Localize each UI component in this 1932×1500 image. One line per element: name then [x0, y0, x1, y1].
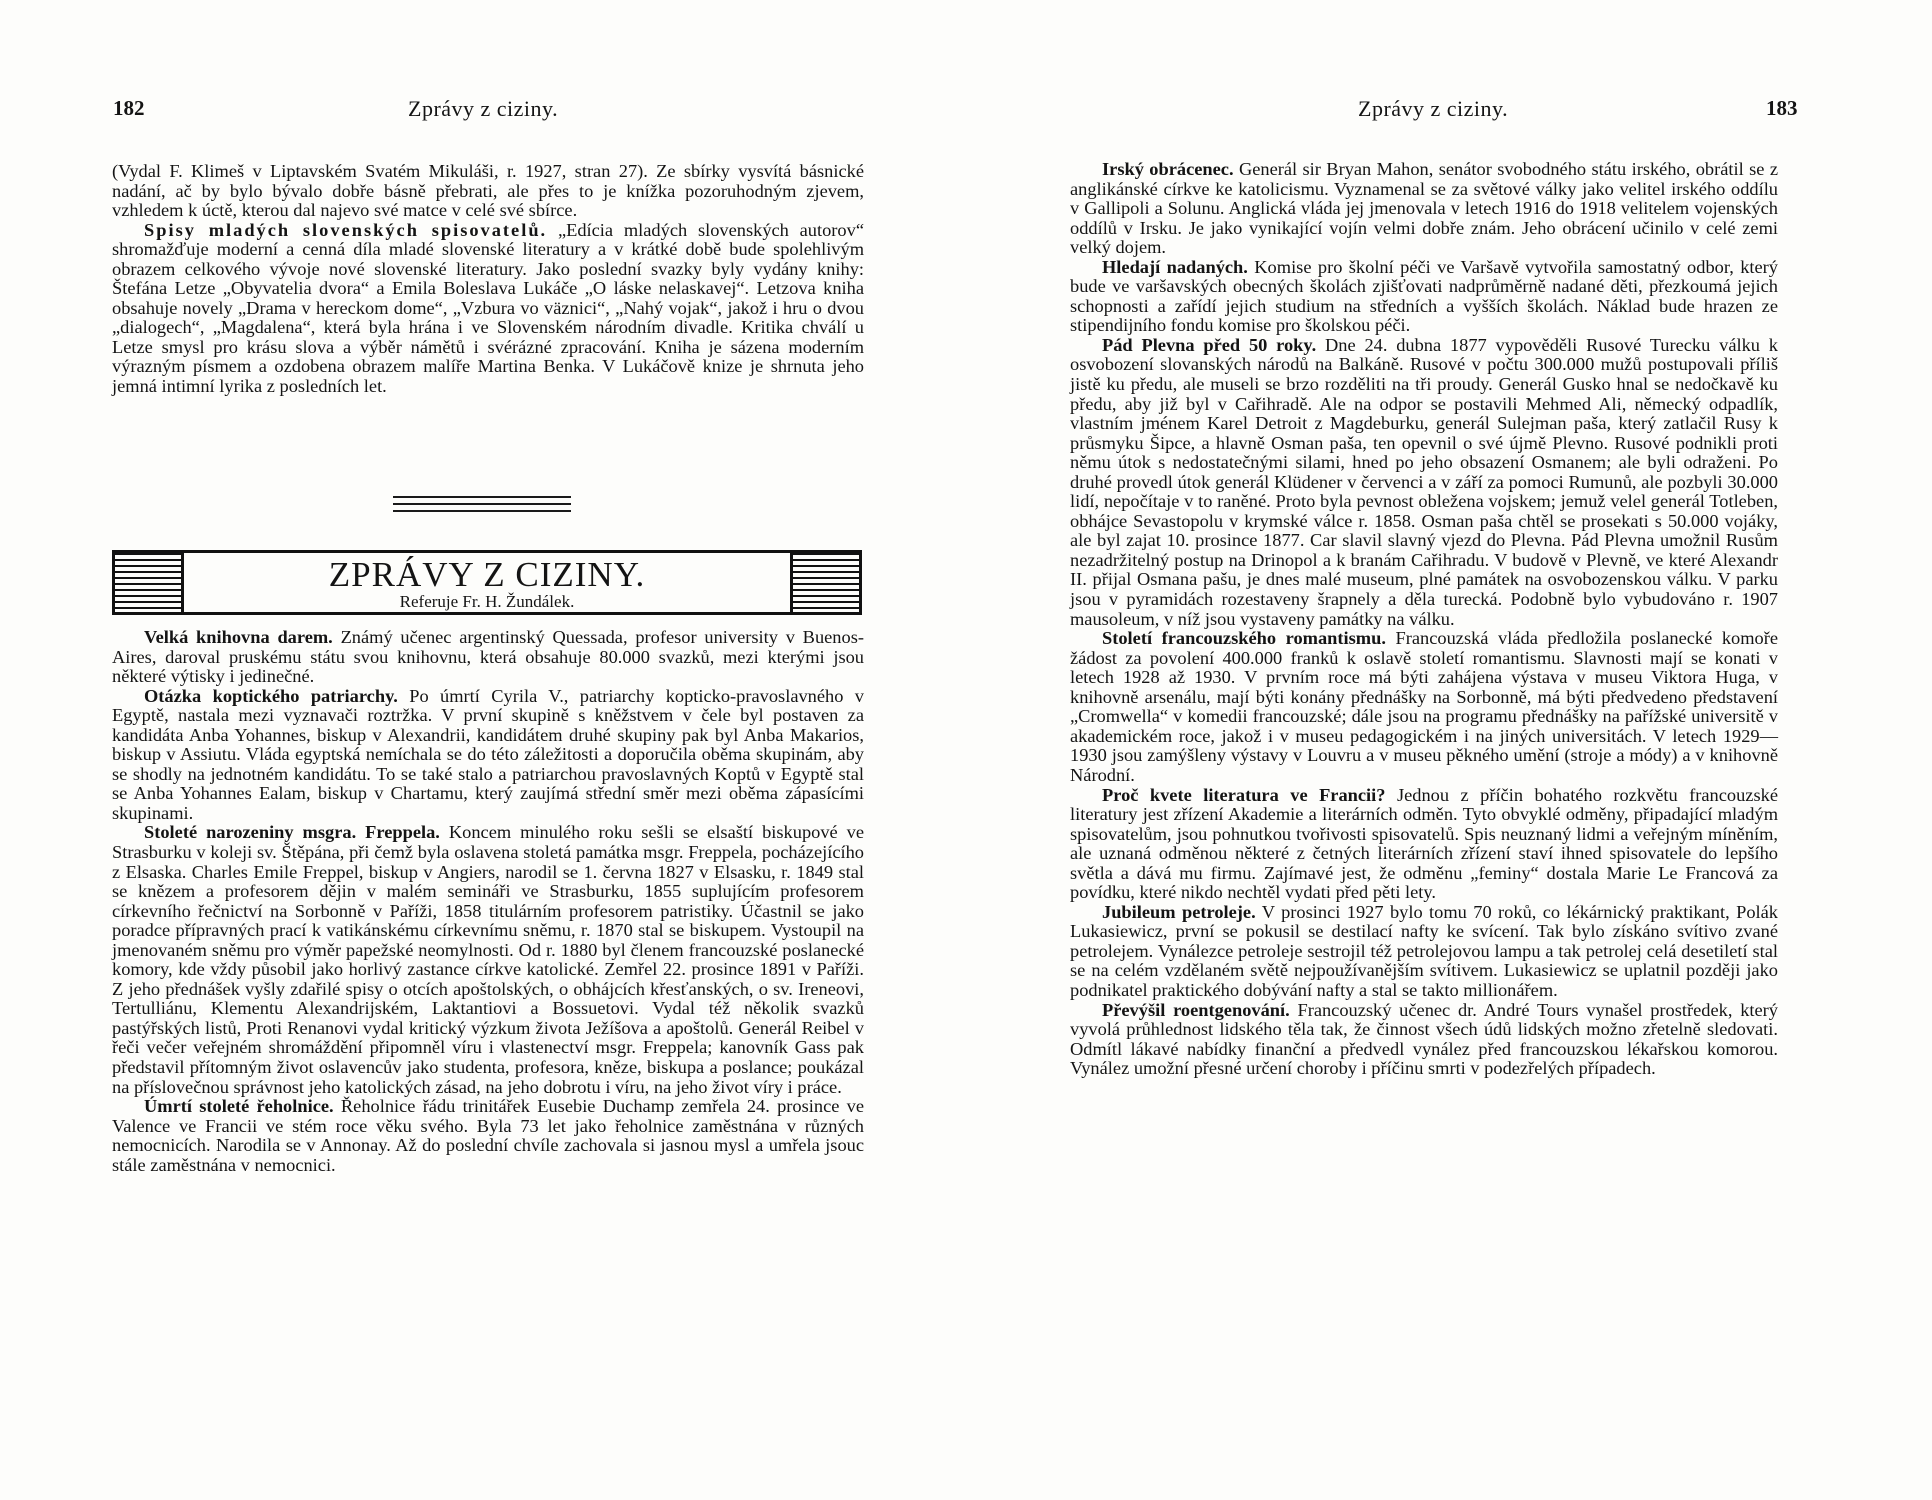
article [1070, 786, 1778, 903]
article-heading: Proč kvete literatura ve Francii? [1102, 784, 1386, 805]
article-text: Francouzská vláda předložila poslanecké komoře žádost za povolení 400.000 franků k oslavě století romantismu. Slavnosti mají se konati v letech 1928 až 1930. V prvním roce má býti zahájena výstava v museu Viktora Huga, v knihovně arsenálu, mají býti konány přednášky na Sorbonně, má býti předvedeno představení „Cromwella“ v komedii francouzské; dále jsou na programu přednášky na pařížské universitě v akademickém roce, jakož i v museu pedagogickém i na jiných universitách. V letech 1929—1930 jsou zamýšleny výstavy v Louvru a v museu pěkného umění (stroje a módy) a v knihovně Národní. [1070, 628, 1779, 785]
section-title: ZPRÁVY Z CIZINY. [328, 555, 646, 594]
paragraph-text: „Edícia mladých slovenských autorov“ shromažďuje moderní a cenná díla mladé slovenské literatury a v krátké době bude spolehlivým obrazem celkového vývoje nové slovenské literatury. Jako poslední svazky byly vydány knihy: Štefána Letze „Obyvatelia dvora“ a Emila Boleslava Lukáče „O láske nelaskavej“. Letzova kniha obsahuje novely „Drama v hereckom dome“, „Vzbura vo väznici“, „Nahý vojak“, jakož i hru o dvou „dialogech“, „Magdalena“, která byla hrána i ve Slovenském národním divadle. Kritika chválí u Letze smysl pro krásu slova a výběr námětů i svérázné zpracování. Kniha je sázena moderním výrazným písmem a ozdobena obrazem malíře Martina Benka. V Lukáčově knize je shrnuta jeho jemná intimní lyrika z posledních let. [112, 219, 864, 397]
article-heading: Otázka koptického patriarchy. [144, 685, 398, 706]
page-number: 183 [1766, 96, 1798, 120]
article-heading: Stoleté narozeniny msgra. Freppela. [144, 822, 440, 843]
intro-text-block [112, 162, 864, 397]
ornament-right [790, 553, 859, 612]
article [1070, 258, 1778, 336]
article-text: Koncem minulého roku sešli se elsaští biskupové ve Strasburku v koleji sv. Štěpána, při čemž byla oslavena stoletá památka msgr. Freppela, pocházejícího z Elsaska. Charles Emile Freppel, biskup v Angiers, narodil se 1. června 1827 v Elsasku, r. 1849 stal se knězem a profesorem dějin v malém semináři ve Strasburku, 1855 suplujícím profesorem církevního řečnictví na Sorbonně v Paříži, 1858 titulárním profesorem patristiky. Účastnil se jako poradce přípravných prací k vatikánskému církevnímu sněmu, r. 1870 stal se biskupem. Vystoupil na jmenovaném sněmu pro výměr papežské neomylnosti. Od r. 1880 byl členem francouzské poslanecké komory, kde vždy působil jako horlivý zastance církve katolické. Zemřel 22. prosince 1891 v Paříži. Z jeho přednášek vyšly zdařilé spisy o otcích apoštolských, o obhájcích křesťanských, o sv. Ireneovi, Tertulliánu, Klementu Alexandrijském, Laktantiovi a Bossuetovi. Vydal též několik svazků pastýřských listů, Proti Renanovi vydal kritický výzkum života Ježíšova a apoštolů. Generál Reibel v řeči večer veřejném shromáždění připomněl víru i vlastenectví msgr. Freppela; kanovník Gass pak představil přítomným život oslavencův jako studenta, profesora, kněze, biskupa a poslance; poukázal na příslovečnou správnost jeho katolických zásad, na jeho dobrotu i víru, na jeho život víry i práce. [112, 822, 865, 1097]
articles-column [1070, 160, 1778, 1079]
page-number: 182 [113, 96, 145, 120]
article-heading: Hledají nadaných. [1102, 256, 1248, 277]
section-banner [112, 550, 862, 615]
article-text: Po úmrtí Cyrila V., patriarchy kopticko-pravoslavného v Egyptě, nastala mezi vyznavači roztržka. V první skupině s kněžstvem v čele byl postaven za kandidáta Anba Yohannes, biskup v Alexandrii, kandidátem druhé skupiny pak byl Anba Makarios, biskup v Assiutu. Vláda egyptská nemíchala se do této záležitosti a doporučila oběma skupinám, aby se shodly na jednotném kandidátu. To se také stalo a patriarchou pravoslavných Koptů v Egyptě stal se Anba Yohannes Ealam, biskup v Chartamu, který zaujímá střední směr mezi oběma zápasícími skupinami. [112, 685, 865, 823]
section-byline: Referuje Fr. H. Žundálek. [399, 592, 575, 611]
divider [393, 503, 571, 505]
article-heading: Velká knihovna darem. [144, 627, 333, 647]
article-heading: Pád Plevna před 50 roky. [1102, 334, 1317, 355]
article [1070, 160, 1778, 258]
article [112, 687, 864, 824]
paragraph [112, 162, 864, 221]
article-text: Řeholnice řádu trinitářek Eusebie Duchamp zemřela 24. prosince ve Valence ve Francii ve stém roce věku svého. Byla 73 let jako řeholnice zaměstnána v různých nemocnicích. Narodila se v Annonay. Až do poslední chvíle zachovala si jasnou mysl a umřela jsouc stále zaměstnána v nemocnici. [112, 1096, 864, 1175]
right-page [966, 0, 1932, 1500]
article-heading: Století francouzského romantismu. [1102, 628, 1386, 649]
article-text: Jednou z příčin bohatého rozkvětu francouzské literatury jest zřízení Akademie a literárních odměn. Tyto obvyklé odměny, připadající mladým spisovatelům, jsou pohnutkou tvořivosti spisovatelů. Spis neuznaný lidmi a veřejným míněním, ale uznaná odměnou některé z četných literárních zřízení staví ihned spisovatele do lepšího světla a dává mu firmu. Zajímavé jest, že odměnu „feminy“ dostala Marie Le Francová za povídku, které nikdo nechtěl vydati před pěti lety. [1070, 784, 1778, 903]
article-heading: Irský obrácenec. [1102, 159, 1234, 179]
article [1070, 629, 1778, 785]
divider [393, 496, 571, 498]
article-text: Dne 24. dubna 1877 vypověděli Rusové Turecku válku k osvobození slovanských národů na Balkáně. Rusové v počtu 300.000 mužů postupovali příliš jistě ku předu, ale museli se brzo rozděliti na tři proudy. Generál Gusko hnal se nedočkavě ku předu, aby již byl v Cařihradě. Ale na odpor se postavili Mehmed Ali, německý odpadlík, vlastním jménem Karel Detroit z Magdeburku, generál Sulejman paša, který zatlačil Rusy k průsmyku Šipce, a hlavně Osman paša, ten opevnil o své újmě Plevno. Rusové podnikli proti němu útok s nedostatečnými silami, hned po jeho obsazení Osmanem; ale byli odraženi. Po druhé provedl útok generál Klüdener v červenci a v září za pomoci Rumunů, ale pozbyli 30.000 lidí, nepočítaje v to raněné. Proto byla pevnost obležena vojskem; jemuž velel generál Totleben, obhájce Sevastopolu v krymské válce r. 1858. Osman paša chtěl se prosekati s 50.000 vojáky, ale byl zajat 10. prosince 1877. Car slavil slavný vjezd do Plevna. Pád Plevna umožnil Rusům nezadržitelný postup na Drinopol a k branám Cařihradu. V budově v Plevně, ve které Alexandr II. přijal Osmana pašu, je dnes malé museum, plné památek na osvobozenskou válku. V parku jsou v pyramidách rozestaveny šrapnely a děla turecká. Podobně bylo vybudováno r. 1907 mausoleum, v níž jsou vystaveny památky na válku. [1070, 334, 1778, 629]
ornament-left [115, 553, 184, 612]
article-text: Známý učenec argentinský Quessada, profesor university v Buenos-Aires, daroval pruskému státu svou knihovnu, která obsahuje 80.000 svazků, mezi kterými jsou některé výtisky i jedinečné. [112, 627, 864, 687]
articles-column [112, 628, 864, 1175]
article-heading: Úmrtí stoleté řeholnice. [144, 1096, 334, 1117]
running-head: Zprávy z ciziny. [1358, 96, 1509, 121]
running-head: Zprávy z ciziny. [408, 96, 559, 121]
article-text: V prosinci 1927 bylo tomu 70 roků, co lékárnický praktikant, Polák Lukasiewicz, první se pokusil se destilací nafty ke svícení. Tak bylo získáno svítivo zvané petrolejem. Vynálezce petroleje sestrojil též petrolejovou lampu a tak petrolej celá desetiletí stal se na celém vzdělaném světě nejpoužívanějším svítivem. Lukasiewicz se uplatnil později jako podnikatel praktického dobývání nafty a stal se takto millionářem. [1070, 901, 1778, 1000]
article [1070, 1001, 1778, 1079]
article-heading: Převýšil roentgenování. [1102, 999, 1290, 1020]
paragraph-text: (Vydal F. Klimeš v Liptavském Svatém Mikuláši, r. 1927, stran 27). Ze sbírky vysvítá básnické nadání, ač by bylo bývalo dobře básně přebrati, ale přes to je knížka pozoruhodným zjevem, vzhledem k úctě, kterou dal najevo své matce v celé své sbírce. [112, 161, 864, 221]
article [112, 1097, 864, 1175]
divider [393, 510, 571, 512]
article-heading: Jubileum petroleje. [1102, 901, 1256, 922]
article [112, 628, 864, 687]
article-text: Generál sir Bryan Mahon, senátor svobodného státu irského, obrátil se z anglikánské církve ke katolicismu. Vyznamenal se za světové války jako velitel irského oddílu v Gallipoli a Solunu. Anglická vláda jej jmenovala v letech 1916 do 1918 velitelem vojenských oddílů v Irsku. Je jako vynikající vojín velmi dobře znám. Jeho obrácení učinilo v celé zemi velký dojem. [1070, 159, 1778, 258]
article-text: Komise pro školní péči ve Varšavě vytvořila samostatný odbor, který bude ve varšavských obecných školách zjišťovati nadprůměrně nadané děti, přezkoumá jejich schopnosti a zařídí jejich studium na středních a vyšších školách. Náklad bude hrazen ze stipendijního fondu komise pro školskou péči. [1070, 256, 1778, 336]
paragraph-lead: Spisy mladých slovenských spisovatelů. [144, 219, 548, 240]
article [1070, 336, 1778, 629]
paragraph [112, 221, 864, 397]
article [112, 823, 864, 1097]
article-text: Francouzský učenec dr. André Tours vynašel prostředek, který vyvolá průhlednost lidského těla tak, že činnost všech údů lidských možno zřetelně sledovati. Odmítl lákavé nabídky finanční a předvedl vynález před francouzskou lékařskou komorou. Vynález umožní přesné určení choroby i příčinu smrti v podezřelých případech. [1070, 999, 1778, 1079]
article [1070, 903, 1778, 1001]
